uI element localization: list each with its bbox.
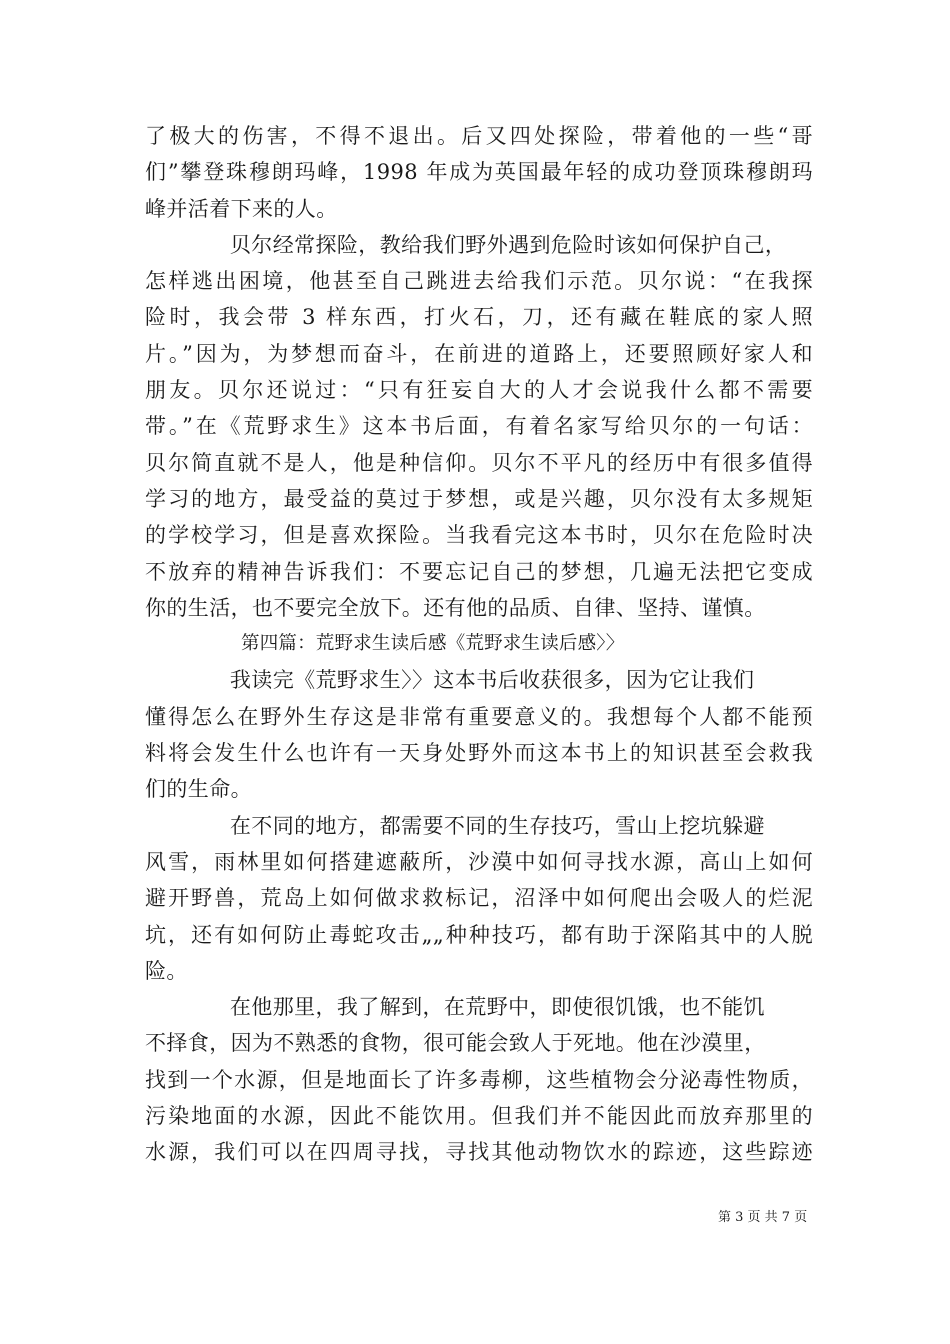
text-line: 我读完《荒野求生〉〉这本书后收获很多，因为它让我们 (145, 668, 755, 693)
text-line: 带。”在《荒野求生》这本书后面，有着名家写给贝尔的一句话： (145, 414, 813, 439)
text-line: 的学校学习，但是喜欢探险。当我看完这本书时，贝尔在危险时决 (145, 523, 813, 548)
text-line: 风雪，雨林里如何搭建遮蔽所，沙漠中如何寻找水源，高山上如何 (145, 849, 813, 874)
text-line: 坑，还有如何防止毒蛇攻击„„种种技巧，都有助于深陷其中的人脱 (145, 922, 813, 947)
text-line: 懂得怎么在野外生存这是非常有重要意义的。我想每个人都不能预 (145, 704, 813, 729)
text-line: 峰并活着下来的人。 (145, 196, 338, 221)
text-line: 怎样逃出困境，他甚至自己跳进去给我们示范。贝尔说：“在我探 (145, 269, 813, 294)
text-line: 贝尔简直就不是人，他是种信仰。贝尔不平凡的经历中有很多值得 (145, 450, 813, 475)
text-line: 们的生命。 (145, 777, 252, 802)
text-line: 污染地面的水源，因此不能饮用。但我们并不能因此而放弃那里的 (145, 1104, 813, 1129)
text-line: 料将会发生什么也许有一天身处野外而这本书上的知识甚至会救我 (145, 741, 813, 766)
text-line: 水源，我们可以在四周寻找，寻找其他动物饮水的踪迹，这些踪迹 (145, 1140, 813, 1165)
text-line: 你的生活，也不要完全放下。还有他的品质、自律、坚持、谨慎。 (145, 595, 766, 620)
text-line: 找到一个水源，但是地面长了许多毒柳，这些植物会分泌毒性物质， (145, 1067, 813, 1092)
text-line: 在不同的地方，都需要不同的生存技巧，雪山上挖坑躲避 (145, 813, 765, 838)
document-body (145, 118, 813, 1171)
text-line: 不择食，因为不熟悉的食物，很可能会致人于死地。他在沙漠里， (145, 1031, 766, 1056)
section-heading: 第四篇：荒野求生读后感《荒野求生读后感〉〉 (241, 633, 625, 655)
page-number: 第 3 页 共 7 页 (718, 1210, 808, 1225)
text-line: 了极大的伤害，不得不退出。后又四处探险，带着他的一些“哥 (145, 124, 813, 148)
text-line: 朋友。贝尔还说过：“只有狂妄自大的人才会说我什么都不需要 (145, 378, 813, 403)
text-line: 避开野兽，荒岛上如何做求救标记，沼泽中如何爬出会吸人的烂泥 (145, 886, 813, 911)
text-line: 片。”因为，为梦想而奋斗，在前进的道路上，还要照顾好家人和 (145, 341, 813, 366)
text-line: 们”攀登珠穆朗玛峰，1998 年成为英国最年轻的成功登顶珠穆朗玛 (145, 160, 813, 185)
text-line: 贝尔经常探险，教给我们野外遇到危险时该如何保护自己， (145, 232, 787, 257)
text-line: 险。 (145, 958, 188, 983)
text-line: 学习的地方，最受益的莫过于梦想，或是兴趣，贝尔没有太多规矩 (145, 486, 813, 511)
text-line: 不放弃的精神告诉我们：不要忘记自己的梦想，几遍无法把它变成 (145, 559, 813, 584)
text-line: 险时，我会带 3 样东西，打火石，刀，还有藏在鞋底的家人照 (145, 305, 813, 330)
text-line: 在他那里，我了解到，在荒野中，即使很饥饿，也不能饥 (145, 995, 765, 1020)
